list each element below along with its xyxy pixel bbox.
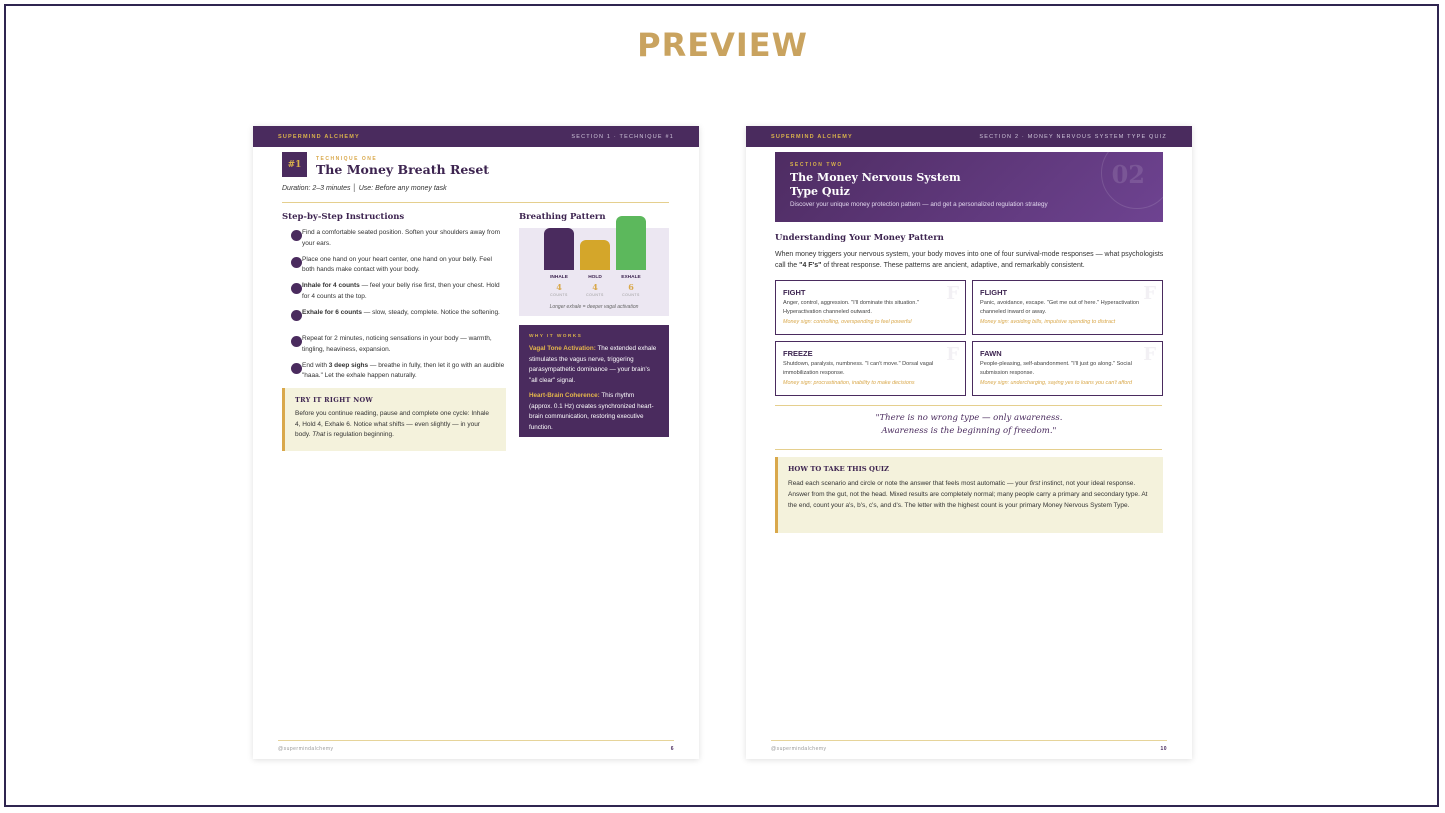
list-item <box>282 228 506 249</box>
step-text: — feel your belly rise first, then your chest. Hold for 4 counts at the top. <box>302 282 500 300</box>
technique-number-badge: #1 <box>282 152 307 177</box>
section-banner <box>775 152 1163 222</box>
step-text: — slow, steady, complete. Notice the softening. <box>361 308 500 316</box>
list-item <box>282 361 506 382</box>
type-description: People-pleasing, self-abandonment. "I'll just go along." Social submission response. <box>980 361 1132 376</box>
steps-heading: Step-by-Step Instructions <box>282 212 405 222</box>
how-to-text <box>788 478 1153 511</box>
steps-list <box>282 228 506 387</box>
page-header <box>253 126 699 147</box>
try-it-emphasis: That <box>312 431 326 438</box>
how-to-text-part: instinct, not your ideal response. Answer from the gut, not the head. Mixed results are completely normal; many people carry a primary and secondary type. At the end, count your a's, b's, c's, and d's. The letter with the highest count is your primary Money Nervous System Type. <box>788 480 1148 509</box>
why-point <box>529 344 659 386</box>
type-name: FLIGHT <box>980 288 1008 297</box>
chart-caption: Longer exhale = deeper vagal activation <box>549 304 639 310</box>
watermark-letter: F <box>946 344 959 365</box>
why-point-text: The extended exhale stimulates the vagus nerve, triggering parasympathetic dominance — your brain's "all clear" signal. <box>529 345 657 384</box>
how-to-text-part: Read each scenario and circle or note the answer that feels most automatic — your <box>788 480 1030 487</box>
step-marker <box>291 230 302 241</box>
why-kicker: WHY IT WORKS <box>529 334 583 339</box>
pattern-heading: Understanding Your Money Pattern <box>775 233 944 243</box>
step-marker <box>291 257 302 268</box>
intro-text: of threat response. These patterns are ancient, adaptive, and remarkably consistent. <box>821 262 1085 269</box>
technique-title: The Money Breath Reset <box>316 162 490 177</box>
step-emphasis: Exhale for 6 counts <box>302 308 362 316</box>
type-card-flight <box>972 280 1163 335</box>
list-item <box>282 334 506 355</box>
watermark-letter: F <box>1143 344 1156 365</box>
chart-value-label: 4 <box>556 282 562 292</box>
quote-line: "There is no wrong type — only awareness. <box>875 413 1063 423</box>
brand-name: SUPERMIND ALCHEMY <box>278 133 360 140</box>
technique-kicker: TECHNIQUE ONE <box>316 156 378 162</box>
money-sign: Money sign: avoiding bills, impulsive spending to distract <box>980 319 1116 325</box>
watermark-letter: F <box>946 283 959 304</box>
footer-handle: @supermindalchemy <box>278 746 334 752</box>
duration-line: Duration: 2–3 minutes │ Use: Before any money task <box>282 185 447 192</box>
how-to-emphasis: first <box>1029 480 1041 487</box>
why-point-title: Vagal Tone Activation: <box>529 345 596 352</box>
chart-value-label: 6 <box>628 282 634 292</box>
banner-title-line: Type Quiz <box>790 185 850 198</box>
pattern-heading: Breathing Pattern <box>519 212 606 222</box>
divider <box>775 449 1162 450</box>
list-item <box>282 255 506 276</box>
footer-handle: @supermindalchemy <box>771 746 827 752</box>
list-item <box>282 281 506 302</box>
page-technique-one <box>253 126 699 759</box>
intro-emphasis: "4 F's" <box>799 262 822 269</box>
step-text: Repeat for 2 minutes, noticing sensations in your body — warmth, tingling, heaviness, expansion. <box>302 335 492 353</box>
step-text: Find a comfortable seated position. Soften your shoulders away from your ears. <box>302 229 500 247</box>
try-it-text-part: is regulation beginning. <box>325 431 394 438</box>
type-name: FIGHT <box>783 288 806 297</box>
page-number: 10 <box>1160 746 1167 752</box>
type-name: FAWN <box>980 349 1002 358</box>
page-quiz-intro <box>746 126 1192 759</box>
step-marker <box>291 363 302 374</box>
step-marker <box>291 310 302 321</box>
how-to-heading: HOW TO TAKE THIS QUIZ <box>788 465 890 473</box>
try-it-callout <box>282 388 506 451</box>
type-description: Anger, control, aggression. "I'll dominate this situation." Hyperactivation channeled outward. <box>783 300 919 315</box>
page-footer <box>771 740 1167 752</box>
step-emphasis: 3 deep sighs <box>328 361 369 369</box>
why-it-works-panel <box>519 325 669 437</box>
intro-text: When money triggers your nervous system, your body moves into one of four survival-mode responses — what psychologists call the <box>775 251 1164 269</box>
banner-kicker: SECTION TWO <box>790 162 843 168</box>
chart-unit-label: COUNTS <box>550 293 568 297</box>
step-text: — breathe in fully, then let it go with an audible "haaa." Let the exhale happen naturally. <box>302 361 505 379</box>
chart-bar-inhale <box>544 228 574 270</box>
page-footer <box>278 740 674 752</box>
how-to-callout <box>775 457 1163 533</box>
type-card-fight <box>775 280 966 335</box>
try-it-heading: TRY IT RIGHT NOW <box>295 396 374 404</box>
chart-value-label: 4 <box>592 282 598 292</box>
why-point-text: This rhythm (approx. 0.1 Hz) creates synchronized heart-brain communication, restoring executive function. <box>529 392 654 431</box>
chart-category-label: EXHALE <box>621 275 641 280</box>
type-name: FREEZE <box>783 349 813 358</box>
money-sign: Money sign: controlling, overspending to feel powerful <box>783 319 912 325</box>
section-number: 02 <box>1111 160 1145 189</box>
quote-line: Awareness is the beginning of freedom." <box>881 426 1057 436</box>
try-it-text-part: Before you continue reading, pause and complete one cycle: Inhale 4, Hold 4, Exhale 6. Notice what shifts — even slightly — in your body. <box>295 410 490 438</box>
page-header <box>746 126 1192 147</box>
divider <box>775 405 1162 406</box>
type-description: Shutdown, paralysis, numbness. "I can't move." Dorsal vagal immobilization response. <box>783 361 934 376</box>
money-sign: Money sign: undercharging, saying yes to loans you can't afford <box>980 380 1133 386</box>
why-point-title: Heart-Brain Coherence: <box>529 392 600 399</box>
chart-category-label: HOLD <box>588 275 602 280</box>
chart-bar-exhale <box>616 216 646 270</box>
divider <box>282 202 669 203</box>
type-card-freeze <box>775 341 966 396</box>
chart-unit-label: COUNTS <box>622 293 640 297</box>
chart-bar-hold <box>580 240 610 270</box>
preview-frame <box>4 4 1439 807</box>
type-card-fawn <box>972 341 1163 396</box>
money-sign: Money sign: procrastination, inability to make decisions <box>783 380 915 386</box>
intro-paragraph <box>775 249 1165 271</box>
chart-unit-label: COUNTS <box>586 293 604 297</box>
section-label: SECTION 1 · TECHNIQUE #1 <box>571 133 674 140</box>
pull-quote <box>775 412 1163 438</box>
page-number: 6 <box>670 746 674 752</box>
list-item <box>282 308 506 329</box>
banner-title-line: The Money Nervous System <box>790 171 961 184</box>
step-marker <box>291 283 302 294</box>
breathing-pattern-chart <box>519 228 669 316</box>
section-label: SECTION 2 · MONEY NERVOUS SYSTEM TYPE QUIZ <box>979 133 1167 140</box>
banner-subtitle: Discover your unique money protection pattern — and get a personalized regulation strategy <box>790 201 1048 208</box>
step-text: End with <box>302 361 329 369</box>
step-marker <box>291 336 302 347</box>
chart-category-label: INHALE <box>550 275 568 280</box>
watermark-letter: F <box>1143 283 1156 304</box>
preview-title: PREVIEW <box>637 26 808 64</box>
brand-name: SUPERMIND ALCHEMY <box>771 133 853 140</box>
try-it-text <box>295 409 496 441</box>
type-description: Panic, avoidance, escape. "Get me out of here." Hyperactivation channeled inward or away. <box>980 300 1140 315</box>
banner-title <box>790 171 1148 199</box>
why-point <box>529 391 659 433</box>
step-emphasis: Inhale for 4 counts <box>302 282 360 289</box>
step-text: Place one hand on your heart center, one hand on your belly. Feel both hands make contact with your body. <box>302 255 492 273</box>
